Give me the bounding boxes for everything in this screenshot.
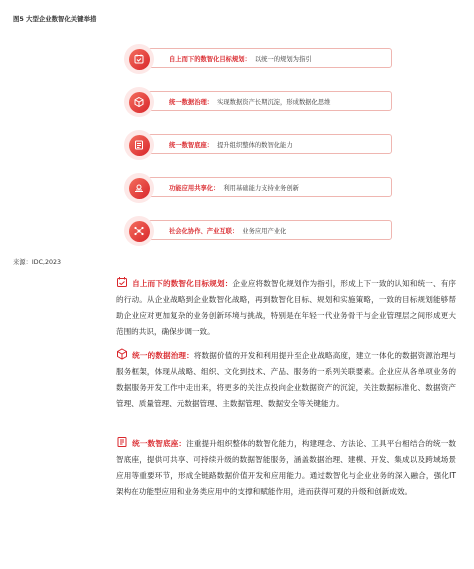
paragraph-text: 企业应将数智化规划作为指引，形成上下一致的认知和统一、有序的行动。从企业战略到企业数智化战略，再到数智化目标、规划和实施策略，一致的目标规划能够帮助企业应对更加复杂的业务创新环境与挑战，特别是在年轻一代业务骨干与企业管理层之间形成更大范围的共识，确保步调一致。	[116, 279, 456, 336]
paragraph-data-governance	[116, 348, 456, 412]
key-measures-diagram	[118, 40, 392, 255]
paragraph-foundation	[116, 436, 456, 500]
measure-keyword: 功能应用共享化：	[169, 184, 220, 192]
measure-card-bar	[148, 48, 392, 68]
measure-card-bar	[148, 134, 392, 154]
paragraph-text: 将数据价值的开发和利用提升至企业战略高度，建立一体化的数据资源治理与服务框架，体现从战略、组织、文化到技术、产品、服务的一系列关联要素。企业应从各单项业务的数据服务开发工作中走出来，将更多的关注点投向企业数据资产的沉淀，关注数据标准化、数据资产管理、质量管理、元数据管理、主数据管理、数据安全等关键能力。	[116, 351, 457, 408]
measure-desc: 业务应用产业化	[242, 227, 287, 235]
measure-card-planning	[118, 40, 392, 72]
paragraph-planning	[116, 276, 456, 340]
measure-card-collaboration	[118, 212, 392, 244]
measure-keyword: 社会化协作、产业互联：	[169, 227, 239, 235]
measure-card-shared-apps	[118, 169, 392, 201]
measure-card-data-governance	[118, 83, 392, 115]
source-note: 来源：IDC,2023	[13, 259, 62, 266]
measure-card-foundation	[118, 126, 392, 158]
measure-keyword: 统一数智底座：	[169, 141, 214, 149]
foundation-icon	[116, 436, 128, 448]
shared-apps-icon	[124, 173, 154, 203]
measure-card-bar	[148, 91, 392, 111]
target-plan-icon	[116, 276, 128, 288]
measure-keyword: 自上而下的数智化目标规划：	[169, 55, 251, 63]
figure-title: 图5 大型企业数智化关键举措	[13, 15, 97, 23]
measure-desc: 实现数据资产长期沉淀，形成数据化思维	[217, 98, 331, 106]
paragraph-text: 注重提升组织整体的数智化能力，构建理念、方法论、工具平台相结合的统一数智底座，提供可共享、可持续升级的数据智能服务，涵盖数据治理、建模、开发、集成以及跨域场景应用等重要环节，形成全链路数据价值开发和应用能力。通过数智化与企业业务的深入融合，强化IT架构在功能型应用和业务类应用中的支撑和赋能作用，进而获得可观的升级和创新成效。	[116, 439, 457, 496]
data-cube-icon	[116, 348, 128, 360]
measure-desc: 利用基础能力支持业务创新	[223, 184, 299, 192]
measure-keyword: 统一数据治理：	[169, 98, 214, 106]
paragraph-keyword: 统一数智底座：	[132, 439, 187, 448]
data-cube-icon	[124, 87, 154, 117]
paragraph-keyword: 自上而下的数智化目标规划：	[132, 279, 233, 288]
target-plan-icon	[124, 44, 154, 74]
measure-card-bar	[148, 177, 392, 197]
measure-card-bar	[148, 220, 392, 240]
paragraph-keyword: 统一的数据治理：	[132, 351, 194, 360]
foundation-icon	[124, 130, 154, 160]
collaboration-icon	[124, 216, 154, 246]
measure-desc: 提升组织整体的数智化能力	[217, 141, 293, 149]
measure-desc: 以统一的规划为指引	[254, 55, 312, 63]
